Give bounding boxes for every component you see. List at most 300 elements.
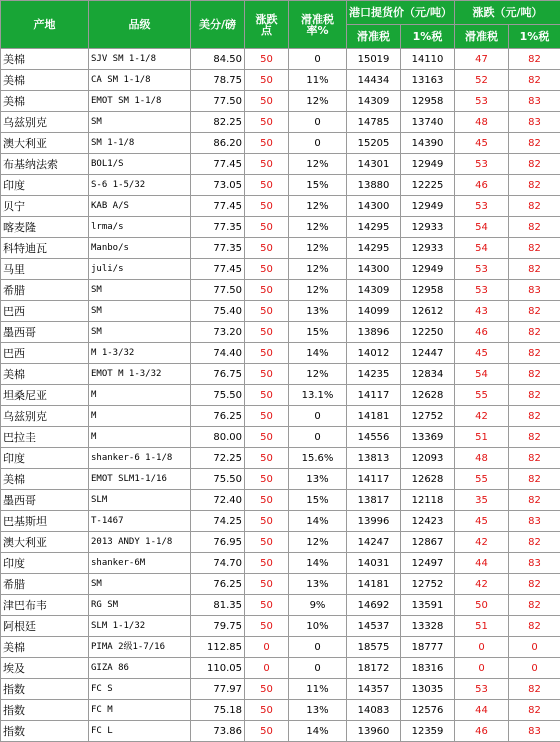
cell-change-1pct: 82 bbox=[509, 448, 560, 469]
cell-port-sliding: 14295 bbox=[347, 238, 401, 259]
table-row bbox=[1, 448, 560, 469]
cell-change-1pct: 83 bbox=[509, 112, 560, 133]
cell-port-1pct: 12497 bbox=[401, 553, 455, 574]
cell-quota-tax: 12% bbox=[289, 532, 347, 553]
cell-price: 82.25 bbox=[191, 112, 245, 133]
col-header-change-sliding: 滑准税 bbox=[455, 25, 509, 49]
cell-quota-tax: 15% bbox=[289, 322, 347, 343]
table-row bbox=[1, 280, 560, 301]
cell-grade: lrma/s bbox=[89, 217, 191, 238]
cell-change-1pct: 82 bbox=[509, 154, 560, 175]
table-row bbox=[1, 259, 560, 280]
cell-quota-tax: 12% bbox=[289, 154, 347, 175]
cell-grade: RG SM bbox=[89, 595, 191, 616]
cell-change-points: 0 bbox=[245, 637, 289, 658]
cell-port-sliding: 18575 bbox=[347, 637, 401, 658]
cell-change-1pct: 82 bbox=[509, 679, 560, 700]
cell-price: 77.35 bbox=[191, 217, 245, 238]
col-header-change-points bbox=[245, 1, 289, 49]
cell-change-sliding: 44 bbox=[455, 700, 509, 721]
cell-quota-tax: 11% bbox=[289, 70, 347, 91]
cell-port-1pct: 12949 bbox=[401, 154, 455, 175]
cell-quota-tax: 14% bbox=[289, 343, 347, 364]
cell-change-sliding: 45 bbox=[455, 133, 509, 154]
cell-change-sliding: 47 bbox=[455, 49, 509, 70]
cell-change-sliding: 51 bbox=[455, 427, 509, 448]
cell-change-sliding: 0 bbox=[455, 658, 509, 679]
cell-port-sliding: 14181 bbox=[347, 574, 401, 595]
cell-grade: M 1-3/32 bbox=[89, 343, 191, 364]
cell-origin: 布基纳法索 bbox=[1, 154, 89, 175]
cell-change-1pct: 83 bbox=[509, 511, 560, 532]
table-row bbox=[1, 49, 560, 70]
cell-port-sliding: 13880 bbox=[347, 175, 401, 196]
cell-origin: 坦桑尼亚 bbox=[1, 385, 89, 406]
cell-port-sliding: 13996 bbox=[347, 511, 401, 532]
cell-origin: 科特迪瓦 bbox=[1, 238, 89, 259]
cell-quota-tax: 0 bbox=[289, 658, 347, 679]
cell-change-1pct: 82 bbox=[509, 700, 560, 721]
cell-grade: M bbox=[89, 427, 191, 448]
cell-change-points: 50 bbox=[245, 532, 289, 553]
cell-change-sliding: 55 bbox=[455, 385, 509, 406]
cell-quota-tax: 12% bbox=[289, 238, 347, 259]
cell-port-sliding: 14117 bbox=[347, 469, 401, 490]
cell-price: 77.35 bbox=[191, 238, 245, 259]
cell-port-1pct: 18316 bbox=[401, 658, 455, 679]
cell-change-points: 50 bbox=[245, 49, 289, 70]
cell-grade: FC S bbox=[89, 679, 191, 700]
cell-change-sliding: 51 bbox=[455, 616, 509, 637]
cell-change-1pct: 83 bbox=[509, 553, 560, 574]
cell-price: 77.50 bbox=[191, 91, 245, 112]
cell-change-points: 50 bbox=[245, 679, 289, 700]
cell-grade: SM bbox=[89, 280, 191, 301]
cell-port-sliding: 15019 bbox=[347, 49, 401, 70]
cell-port-1pct: 14110 bbox=[401, 49, 455, 70]
cell-change-sliding: 42 bbox=[455, 574, 509, 595]
cell-change-points: 50 bbox=[245, 490, 289, 511]
cell-grade: SM 1-1/8 bbox=[89, 133, 191, 154]
cell-change-points: 50 bbox=[245, 406, 289, 427]
cell-quota-tax: 0 bbox=[289, 427, 347, 448]
cell-grade: Manbo/s bbox=[89, 238, 191, 259]
cell-origin: 印度 bbox=[1, 175, 89, 196]
table-body bbox=[1, 49, 560, 742]
cell-quota-tax: 15% bbox=[289, 490, 347, 511]
cell-quota-tax: 12% bbox=[289, 259, 347, 280]
table-row bbox=[1, 133, 560, 154]
cell-change-points: 50 bbox=[245, 616, 289, 637]
cell-origin: 美棉 bbox=[1, 364, 89, 385]
cell-port-sliding: 14556 bbox=[347, 427, 401, 448]
cell-change-points: 50 bbox=[245, 553, 289, 574]
cell-price: 79.75 bbox=[191, 616, 245, 637]
cell-port-sliding: 14357 bbox=[347, 679, 401, 700]
cell-quota-tax: 0 bbox=[289, 133, 347, 154]
cell-change-sliding: 54 bbox=[455, 364, 509, 385]
cell-quota-tax: 12% bbox=[289, 196, 347, 217]
cell-grade: FC L bbox=[89, 721, 191, 742]
cell-port-sliding: 14181 bbox=[347, 406, 401, 427]
table-row bbox=[1, 154, 560, 175]
cell-change-points: 50 bbox=[245, 70, 289, 91]
col-header-origin: 产地 bbox=[1, 1, 89, 49]
cell-change-points: 50 bbox=[245, 700, 289, 721]
table-row bbox=[1, 469, 560, 490]
cell-change-1pct: 0 bbox=[509, 658, 560, 679]
cell-grade: CA SM 1-1/8 bbox=[89, 70, 191, 91]
cell-port-1pct: 13740 bbox=[401, 112, 455, 133]
cell-port-sliding: 13813 bbox=[347, 448, 401, 469]
table-row bbox=[1, 175, 560, 196]
cell-change-sliding: 45 bbox=[455, 343, 509, 364]
cell-port-1pct: 12628 bbox=[401, 385, 455, 406]
table-row bbox=[1, 490, 560, 511]
cell-change-1pct: 82 bbox=[509, 595, 560, 616]
quota-tax-bottom: 率% bbox=[291, 25, 344, 36]
cell-quota-tax: 14% bbox=[289, 553, 347, 574]
cell-price: 75.18 bbox=[191, 700, 245, 721]
table-row bbox=[1, 553, 560, 574]
cell-change-points: 50 bbox=[245, 427, 289, 448]
cell-change-1pct: 82 bbox=[509, 49, 560, 70]
cell-price: 76.25 bbox=[191, 406, 245, 427]
cell-origin: 巴西 bbox=[1, 343, 89, 364]
cell-change-points: 50 bbox=[245, 343, 289, 364]
cell-origin: 指数 bbox=[1, 700, 89, 721]
cell-grade: SM bbox=[89, 112, 191, 133]
cell-price: 74.70 bbox=[191, 553, 245, 574]
quota-tax-top: 滑准税 bbox=[291, 14, 344, 25]
cell-change-points: 50 bbox=[245, 469, 289, 490]
table-row bbox=[1, 196, 560, 217]
cell-grade: M bbox=[89, 385, 191, 406]
cell-origin: 印度 bbox=[1, 553, 89, 574]
cell-origin: 澳大利亚 bbox=[1, 133, 89, 154]
cell-price: 77.45 bbox=[191, 154, 245, 175]
cell-price: 76.25 bbox=[191, 574, 245, 595]
cell-change-points: 50 bbox=[245, 364, 289, 385]
table-row bbox=[1, 238, 560, 259]
cell-change-points: 50 bbox=[245, 511, 289, 532]
cell-origin: 希腊 bbox=[1, 280, 89, 301]
cell-quota-tax: 13% bbox=[289, 700, 347, 721]
cell-origin: 美棉 bbox=[1, 469, 89, 490]
cell-change-sliding: 46 bbox=[455, 721, 509, 742]
cell-origin: 澳大利亚 bbox=[1, 532, 89, 553]
cell-grade: EMOT M 1-3/32 bbox=[89, 364, 191, 385]
cell-change-points: 50 bbox=[245, 280, 289, 301]
cell-change-sliding: 46 bbox=[455, 322, 509, 343]
table-row bbox=[1, 616, 560, 637]
cell-grade: SM bbox=[89, 322, 191, 343]
cell-port-sliding: 13960 bbox=[347, 721, 401, 742]
cell-port-1pct: 12359 bbox=[401, 721, 455, 742]
cell-price: 73.20 bbox=[191, 322, 245, 343]
cell-grade: PIMA 2级1-7/16 bbox=[89, 637, 191, 658]
col-header-port-1pct: 1%税 bbox=[401, 25, 455, 49]
cell-quota-tax: 11% bbox=[289, 679, 347, 700]
table-row bbox=[1, 217, 560, 238]
cell-port-sliding: 14309 bbox=[347, 280, 401, 301]
cell-origin: 墨西哥 bbox=[1, 322, 89, 343]
cell-grade: FC M bbox=[89, 700, 191, 721]
cell-port-sliding: 14300 bbox=[347, 259, 401, 280]
col-header-quota-tax bbox=[289, 1, 347, 49]
cell-change-points: 50 bbox=[245, 385, 289, 406]
cell-port-sliding: 14785 bbox=[347, 112, 401, 133]
cell-quota-tax: 0 bbox=[289, 637, 347, 658]
cell-change-sliding: 45 bbox=[455, 511, 509, 532]
cell-origin: 美棉 bbox=[1, 70, 89, 91]
table-row bbox=[1, 364, 560, 385]
cell-change-points: 50 bbox=[245, 259, 289, 280]
cell-change-points: 50 bbox=[245, 238, 289, 259]
cell-port-1pct: 18777 bbox=[401, 637, 455, 658]
table-row bbox=[1, 301, 560, 322]
cell-price: 75.40 bbox=[191, 301, 245, 322]
cell-port-sliding: 14692 bbox=[347, 595, 401, 616]
cell-change-sliding: 53 bbox=[455, 280, 509, 301]
cell-change-1pct: 82 bbox=[509, 616, 560, 637]
cell-grade: EMOT SLM1-1/16 bbox=[89, 469, 191, 490]
cell-grade: T-1467 bbox=[89, 511, 191, 532]
cell-port-sliding: 13896 bbox=[347, 322, 401, 343]
cell-change-1pct: 82 bbox=[509, 343, 560, 364]
cell-port-1pct: 12225 bbox=[401, 175, 455, 196]
cell-quota-tax: 13% bbox=[289, 469, 347, 490]
cell-change-sliding: 0 bbox=[455, 637, 509, 658]
table-row bbox=[1, 322, 560, 343]
cell-port-1pct: 12118 bbox=[401, 490, 455, 511]
cell-grade: SM bbox=[89, 574, 191, 595]
cell-change-points: 0 bbox=[245, 658, 289, 679]
cell-price: 74.25 bbox=[191, 511, 245, 532]
cell-price: 77.50 bbox=[191, 280, 245, 301]
cell-port-sliding: 14434 bbox=[347, 70, 401, 91]
cell-origin: 墨西哥 bbox=[1, 490, 89, 511]
cell-port-1pct: 14390 bbox=[401, 133, 455, 154]
cell-change-sliding: 52 bbox=[455, 70, 509, 91]
cell-change-1pct: 83 bbox=[509, 91, 560, 112]
table-row bbox=[1, 700, 560, 721]
cell-change-1pct: 82 bbox=[509, 133, 560, 154]
cell-port-1pct: 12250 bbox=[401, 322, 455, 343]
cell-price: 84.50 bbox=[191, 49, 245, 70]
table-row bbox=[1, 70, 560, 91]
cell-change-points: 50 bbox=[245, 217, 289, 238]
cell-price: 72.25 bbox=[191, 448, 245, 469]
cell-port-1pct: 13163 bbox=[401, 70, 455, 91]
cell-change-points: 50 bbox=[245, 154, 289, 175]
cell-change-sliding: 43 bbox=[455, 301, 509, 322]
cell-change-1pct: 83 bbox=[509, 721, 560, 742]
cell-change-points: 50 bbox=[245, 574, 289, 595]
cell-port-sliding: 14300 bbox=[347, 196, 401, 217]
table-row bbox=[1, 406, 560, 427]
cell-change-sliding: 46 bbox=[455, 175, 509, 196]
cell-port-sliding: 15205 bbox=[347, 133, 401, 154]
cell-port-1pct: 12423 bbox=[401, 511, 455, 532]
cell-change-1pct: 82 bbox=[509, 301, 560, 322]
cell-port-sliding: 14537 bbox=[347, 616, 401, 637]
cell-port-sliding: 14083 bbox=[347, 700, 401, 721]
table-row bbox=[1, 385, 560, 406]
table-row bbox=[1, 511, 560, 532]
cell-port-1pct: 12867 bbox=[401, 532, 455, 553]
change-points-bottom: 点 bbox=[247, 25, 286, 36]
table-row bbox=[1, 658, 560, 679]
cell-change-sliding: 50 bbox=[455, 595, 509, 616]
table-row bbox=[1, 91, 560, 112]
table-row bbox=[1, 679, 560, 700]
cell-quota-tax: 13.1% bbox=[289, 385, 347, 406]
cell-quota-tax: 14% bbox=[289, 721, 347, 742]
cell-price: 73.86 bbox=[191, 721, 245, 742]
cell-origin: 埃及 bbox=[1, 658, 89, 679]
cell-change-points: 50 bbox=[245, 133, 289, 154]
cell-change-1pct: 82 bbox=[509, 196, 560, 217]
cell-change-1pct: 82 bbox=[509, 490, 560, 511]
cell-port-1pct: 12447 bbox=[401, 343, 455, 364]
cell-port-1pct: 13035 bbox=[401, 679, 455, 700]
cell-quota-tax: 9% bbox=[289, 595, 347, 616]
cell-change-1pct: 82 bbox=[509, 238, 560, 259]
cell-change-sliding: 35 bbox=[455, 490, 509, 511]
cell-change-1pct: 82 bbox=[509, 364, 560, 385]
cell-change-sliding: 54 bbox=[455, 217, 509, 238]
cell-port-1pct: 12628 bbox=[401, 469, 455, 490]
cell-price: 77.97 bbox=[191, 679, 245, 700]
cell-change-1pct: 82 bbox=[509, 385, 560, 406]
cell-quota-tax: 13% bbox=[289, 301, 347, 322]
cell-port-1pct: 12576 bbox=[401, 700, 455, 721]
cell-change-points: 50 bbox=[245, 448, 289, 469]
col-header-change-1pct: 1%税 bbox=[509, 25, 560, 49]
cell-port-1pct: 12752 bbox=[401, 574, 455, 595]
cell-origin: 巴基斯坦 bbox=[1, 511, 89, 532]
cell-change-1pct: 83 bbox=[509, 280, 560, 301]
cell-port-1pct: 13369 bbox=[401, 427, 455, 448]
cell-change-1pct: 82 bbox=[509, 217, 560, 238]
cell-port-sliding: 14309 bbox=[347, 91, 401, 112]
cell-change-sliding: 44 bbox=[455, 553, 509, 574]
cell-port-sliding: 18172 bbox=[347, 658, 401, 679]
cell-origin: 指数 bbox=[1, 679, 89, 700]
cell-change-sliding: 48 bbox=[455, 448, 509, 469]
cell-port-1pct: 12834 bbox=[401, 364, 455, 385]
cell-price: 75.50 bbox=[191, 469, 245, 490]
cell-origin: 阿根廷 bbox=[1, 616, 89, 637]
cell-port-1pct: 12933 bbox=[401, 238, 455, 259]
col-header-port-price: 港口提货价（元/吨） bbox=[347, 1, 455, 25]
cell-change-sliding: 53 bbox=[455, 259, 509, 280]
cell-change-1pct: 82 bbox=[509, 469, 560, 490]
cell-change-1pct: 82 bbox=[509, 259, 560, 280]
cell-quota-tax: 12% bbox=[289, 364, 347, 385]
cell-port-sliding: 14247 bbox=[347, 532, 401, 553]
cell-price: 112.85 bbox=[191, 637, 245, 658]
cell-grade: shanker-6 1-1/8 bbox=[89, 448, 191, 469]
table-row bbox=[1, 343, 560, 364]
cell-price: 81.35 bbox=[191, 595, 245, 616]
cell-change-sliding: 53 bbox=[455, 196, 509, 217]
cell-port-sliding: 14117 bbox=[347, 385, 401, 406]
cell-price: 77.45 bbox=[191, 259, 245, 280]
cell-grade: S-6 1-5/32 bbox=[89, 175, 191, 196]
cell-quota-tax: 15% bbox=[289, 175, 347, 196]
cell-price: 75.50 bbox=[191, 385, 245, 406]
cell-quota-tax: 15.6% bbox=[289, 448, 347, 469]
table-row bbox=[1, 721, 560, 742]
table-row bbox=[1, 595, 560, 616]
cell-port-1pct: 12949 bbox=[401, 196, 455, 217]
cell-change-sliding: 55 bbox=[455, 469, 509, 490]
cell-port-sliding: 14099 bbox=[347, 301, 401, 322]
cell-origin: 巴西 bbox=[1, 301, 89, 322]
cell-origin: 马里 bbox=[1, 259, 89, 280]
cell-origin: 喀麦隆 bbox=[1, 217, 89, 238]
change-points-top: 涨跌 bbox=[247, 14, 286, 25]
cell-change-1pct: 0 bbox=[509, 637, 560, 658]
cell-price: 74.40 bbox=[191, 343, 245, 364]
cell-change-sliding: 48 bbox=[455, 112, 509, 133]
cell-change-1pct: 82 bbox=[509, 70, 560, 91]
cell-quota-tax: 0 bbox=[289, 406, 347, 427]
cell-price: 110.05 bbox=[191, 658, 245, 679]
cell-change-points: 50 bbox=[245, 175, 289, 196]
cell-price: 78.75 bbox=[191, 70, 245, 91]
col-header-price: 美分/磅 bbox=[191, 1, 245, 49]
cell-change-sliding: 42 bbox=[455, 532, 509, 553]
cell-change-1pct: 82 bbox=[509, 175, 560, 196]
cell-port-1pct: 12949 bbox=[401, 259, 455, 280]
cell-grade: SLM bbox=[89, 490, 191, 511]
cell-change-sliding: 53 bbox=[455, 91, 509, 112]
cell-quota-tax: 12% bbox=[289, 280, 347, 301]
cell-change-1pct: 82 bbox=[509, 406, 560, 427]
cell-origin: 美棉 bbox=[1, 49, 89, 70]
col-header-port-sliding: 滑准税 bbox=[347, 25, 401, 49]
cell-port-sliding: 13817 bbox=[347, 490, 401, 511]
cell-change-points: 50 bbox=[245, 112, 289, 133]
cell-change-1pct: 82 bbox=[509, 322, 560, 343]
cell-change-1pct: 82 bbox=[509, 532, 560, 553]
cell-change-points: 50 bbox=[245, 721, 289, 742]
table-row bbox=[1, 637, 560, 658]
col-header-grade: 品级 bbox=[89, 1, 191, 49]
cell-quota-tax: 0 bbox=[289, 112, 347, 133]
cell-grade: KAB A/S bbox=[89, 196, 191, 217]
cell-grade: SLM 1-1/32 bbox=[89, 616, 191, 637]
table-row bbox=[1, 532, 560, 553]
cell-quota-tax: 13% bbox=[289, 574, 347, 595]
cell-change-points: 50 bbox=[245, 322, 289, 343]
cell-port-sliding: 14031 bbox=[347, 553, 401, 574]
cell-port-sliding: 14012 bbox=[347, 343, 401, 364]
cell-grade: BOL1/S bbox=[89, 154, 191, 175]
cell-port-1pct: 12933 bbox=[401, 217, 455, 238]
cell-origin: 津巴布韦 bbox=[1, 595, 89, 616]
col-header-change-price: 涨跌（元/吨） bbox=[455, 1, 560, 25]
cell-origin: 希腊 bbox=[1, 574, 89, 595]
cell-change-sliding: 53 bbox=[455, 679, 509, 700]
cell-port-1pct: 12958 bbox=[401, 91, 455, 112]
cell-price: 76.95 bbox=[191, 532, 245, 553]
cell-port-1pct: 12958 bbox=[401, 280, 455, 301]
cell-change-points: 50 bbox=[245, 91, 289, 112]
